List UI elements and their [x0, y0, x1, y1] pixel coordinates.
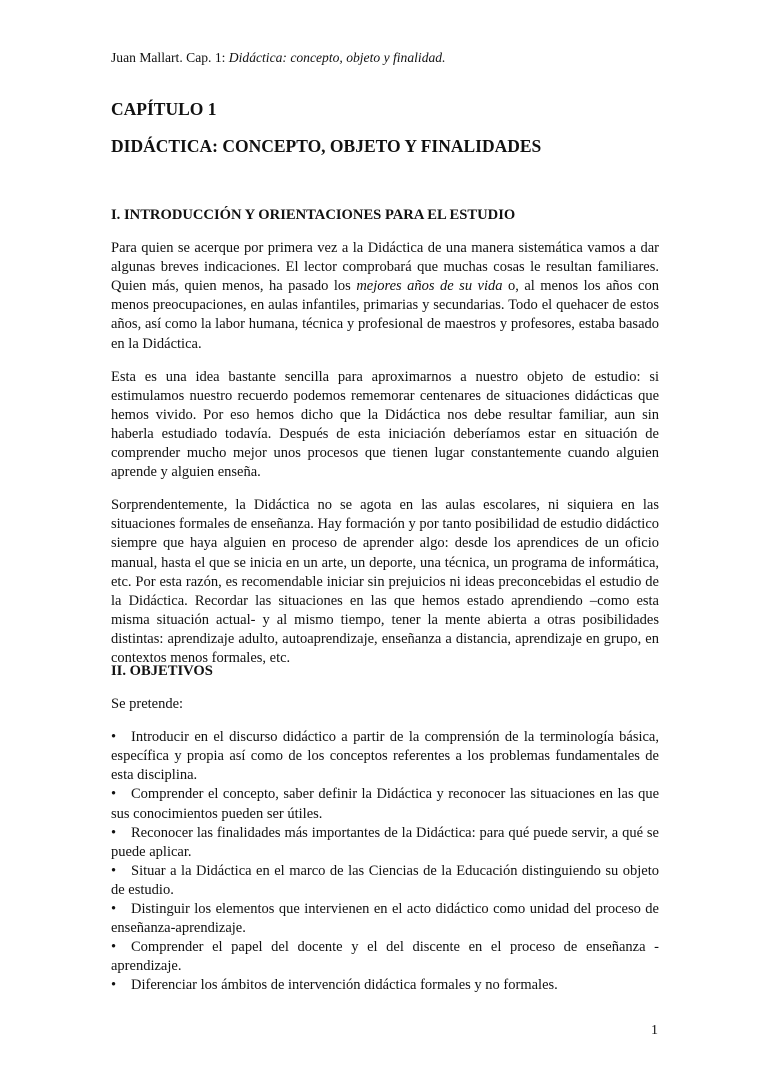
objective-text: Introducir en el discurso didáctico a partir de la comprensión de la terminología básica, específica y propia así como de los conceptos referentes a los problemas fundamentales de esta disciplina. — [111, 729, 659, 784]
objectives-list — [111, 728, 659, 995]
intro-paragraph-1-part-a: Para quien se acerque por primera vez a la Didáctica de una manera sistemática vamos a dar algunas breves indicaciones. El lector comprobará que muchas cosas le resultan familiares. Quien más, quien menos, ha pasado los — [111, 240, 659, 295]
bullet-icon: • — [111, 862, 117, 879]
bullet-icon: • — [111, 824, 117, 841]
bullet-icon: • — [111, 729, 117, 746]
intro-paragraph-3: Sorprendentemente, la Didáctica no se agota en las aulas escolares, ni siquiera en las situaciones formales de enseñanza. Hay formación y por tanto posibilidad de estudio didáctico siempre que haya alguien en proceso de aprender algo: desde los aprendices de un oficio manual, hasta el que se inicia en un arte, un deporte, una técnica, un programa de informática, etc. Por esta razón, es recomendable iniciar sin prejuicios ni ideas preconcebidas el estudio de la Didáctica. Recordar las situaciones en las que hemos estado aprendiendo –como esta misma situación actual- y al mismo tiempo, tener la mente abierta a otras posibilidades distintas: aprendizaje adulto, autoaprendizaje, enseñanza a distancia, aprendizaje en grupo, en contextos menos formales, etc. — [111, 497, 660, 666]
chapter-title: DIDÁCTICA: CONCEPTO, OBJETO Y FINALIDADES — [111, 136, 542, 156]
section-heading-objectives: II. OBJETIVOS — [111, 663, 213, 679]
objective-text: Distinguir los elementos que intervienen en el acto didáctico como unidad del proceso de enseñanza-aprendizaje. — [111, 901, 659, 937]
section-objectives — [111, 662, 659, 996]
objective-item — [111, 785, 659, 823]
running-header — [111, 50, 446, 66]
intro-paragraph-1 — [111, 239, 659, 354]
bullet-icon: • — [111, 939, 117, 956]
section-heading-introduction: I. INTRODUCCIÓN Y ORIENTACIONES PARA EL ESTUDIO — [111, 207, 516, 223]
objective-text: Diferenciar los ámbitos de intervención didáctica formales y no formales. — [131, 977, 558, 994]
section-introduction — [111, 206, 659, 682]
objective-text: Comprender el papel del docente y el del discente en el proceso de enseñanza - aprendizaje. — [111, 939, 659, 975]
objective-item — [111, 976, 659, 995]
objective-item — [111, 862, 659, 900]
header-author: Juan Mallart. Cap. 1: — [111, 50, 229, 65]
intro-paragraph-1-part-b: o, al menos los años con menos preocupaciones, en aulas infantiles, primarias y secundarias. Todo el quehacer de estos años, así como la labor humana, técnica y profesional de maestros y profesores, estaba basado en la Didáctica. — [111, 278, 659, 352]
bullet-icon: • — [111, 786, 117, 803]
objective-item — [111, 938, 659, 976]
objective-item — [111, 728, 659, 785]
bullet-icon: • — [111, 901, 117, 918]
objective-item — [111, 900, 659, 938]
page-number: 1 — [651, 1023, 658, 1038]
objective-text: Situar a la Didáctica en el marco de las Ciencias de la Educación distinguiendo su objeto de estudio. — [111, 862, 659, 898]
objectives-intro: Se pretende: — [111, 696, 184, 713]
intro-paragraph-2: Esta es una idea bastante sencilla para aproximarnos a nuestro objeto de estudio: si estimulamos nuestro recuerdo podemos rememorar centenares de situaciones didácticas que hemos vivido. Por eso hemos dicho que la Didáctica nos debe resultar familiar, aun sin haberla estudiado todavía. Después de esta iniciación deberíamos estar en situación de comprender mucho mejor unos procesos que tienen lugar constantemente cuando alguien aprende y alguien enseña. — [111, 368, 659, 481]
intro-paragraph-1-emphasis: mejores años de su vida — [356, 278, 503, 295]
objective-text: Reconocer las finalidades más importantes de la Didáctica: para qué puede servir, a qué se puede aplicar. — [111, 824, 659, 860]
bullet-icon: • — [111, 977, 117, 994]
objective-text: Comprender el concepto, saber definir la Didáctica y reconocer las situaciones en las que sus conocimientos pueden ser útiles. — [111, 786, 659, 822]
chapter-number: CAPÍTULO 1 — [111, 99, 217, 119]
objective-item — [111, 824, 659, 862]
header-title: Didáctica: concepto, objeto y finalidad. — [228, 50, 446, 65]
